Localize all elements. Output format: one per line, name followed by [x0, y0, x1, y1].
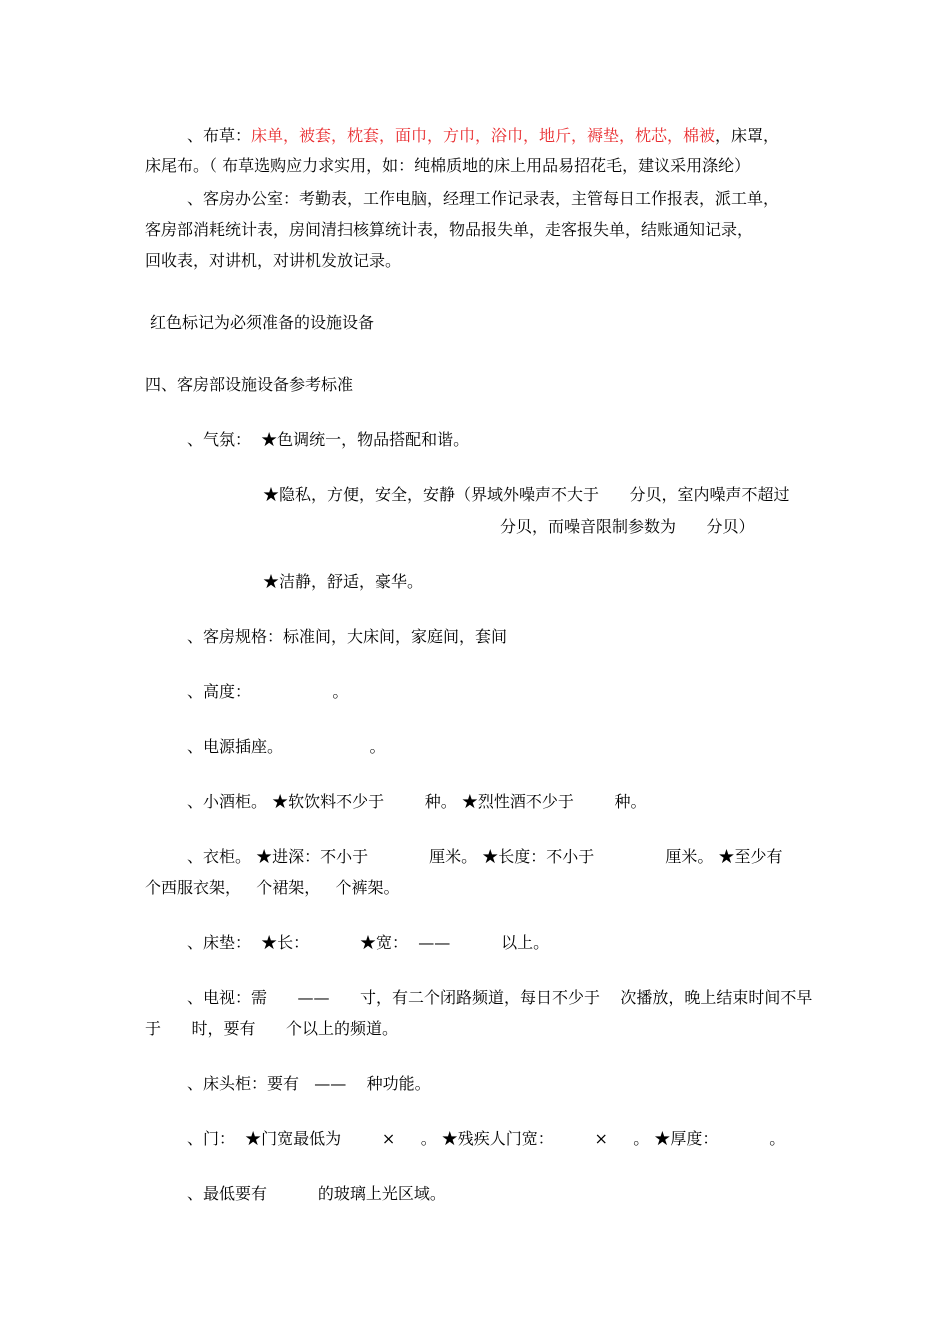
- line-office: 、客房办公室：考勤表，工作电脑，经理工作记录表，主管每日工作报表，派工单，: [187, 189, 780, 208]
- line-minibar: 、小酒柜。 ★软饮料不少于 种。 ★烈性酒不少于 种。: [187, 792, 647, 811]
- line-bedding-note: 床尾布。（ 布草选购应力求实用，如：纯棉质地的床上用品易招花毛，建议采用涤纶）: [145, 156, 751, 175]
- bedding-tail: ，床罩，: [715, 126, 780, 145]
- line-wardrobe-cont: 个西服衣架， 个裙架， 个裤架。: [145, 878, 400, 897]
- line-bedding: [187, 126, 779, 146]
- line-tv-cont: 于 时，要有 个以上的频道。: [145, 1019, 399, 1038]
- section-heading: 四、客房部设施设备参考标准: [145, 375, 354, 394]
- line-clean: ★洁静，舒适，豪华。: [263, 572, 424, 591]
- line-privacy: ★隐私，方便，安全，安静（界域外噪声不大于 分贝，室内噪声不超过: [263, 485, 790, 504]
- line-room-types: 、客房规格：标准间，大床间，家庭间，套间: [187, 627, 508, 646]
- line-power: 、电源插座。 。: [187, 737, 386, 756]
- line-height: 、高度： 。: [187, 682, 349, 701]
- line-mattress: 、床垫： ★长： ★宽： —— 以上。: [187, 933, 550, 952]
- line-office-cont-1: 客房部消耗统计表，房间清扫核算统计表，物品报失单，走客报失单，结账通知记录，: [145, 220, 754, 239]
- line-nightstand: 、床头柜：要有 —— 种功能。: [187, 1074, 431, 1093]
- line-door: 、门： ★门宽最低为 × 。 ★残疾人门宽： × 。 ★厚度： 。: [187, 1129, 786, 1148]
- line-office-cont-2: 回收表，对讲机，对讲机发放记录。: [145, 251, 402, 270]
- bedding-label: 、布草：: [187, 126, 252, 145]
- bedding-required-items: 床单，被套，枕套，面巾，方巾，浴巾，地斤，褥垫，枕芯，棉被: [251, 126, 716, 145]
- line-red-note: 红色标记为必须准备的设施设备: [150, 313, 375, 332]
- line-glass: 、最低要有 的玻璃上光区域。: [187, 1184, 446, 1203]
- line-wardrobe: 、衣柜。 ★进深：不小于 厘米。 ★长度：不小于 厘米。 ★至少有: [187, 847, 783, 866]
- line-tv: 、电视：需 —— 寸，有二个闭路频道，每日不少于 次播放，晚上结束时间不早: [187, 988, 813, 1007]
- line-privacy-cont: 分贝，而噪音限制参数为 分贝）: [500, 517, 755, 536]
- line-atmosphere: 、气氛： ★色调统一，物品搭配和谐。: [187, 430, 470, 449]
